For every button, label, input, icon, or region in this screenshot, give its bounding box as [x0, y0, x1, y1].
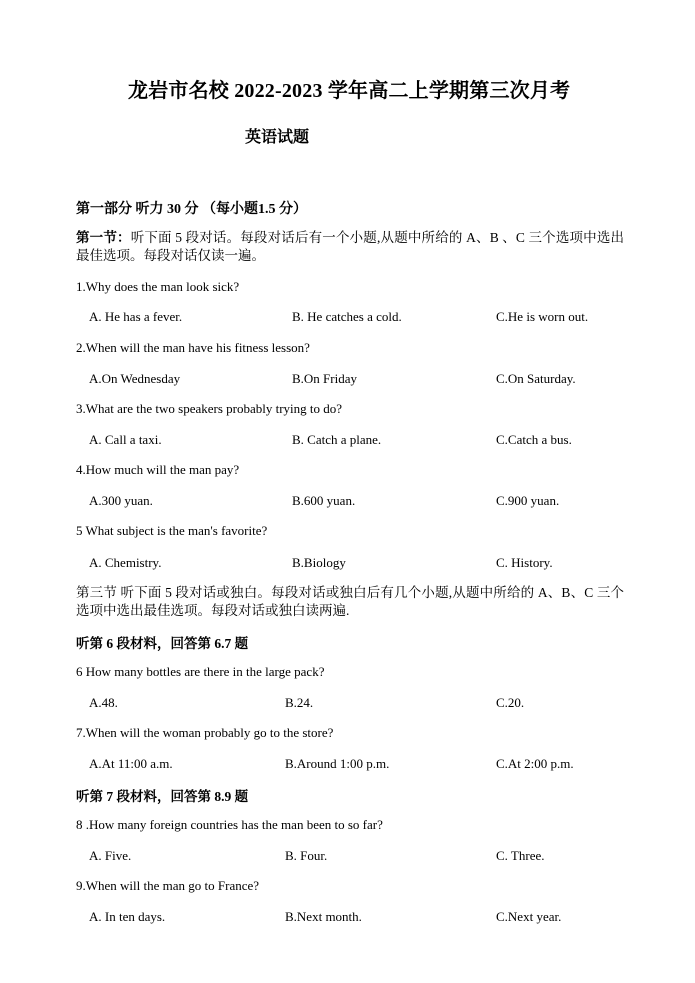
option-5a: A. Chemistry. — [89, 555, 162, 570]
question-4: 4.How much will the man pay? — [76, 462, 240, 477]
option-1c: C.He is worn out. — [496, 309, 589, 324]
question-8: 8 .How many foreign countries has the man been to so far? — [76, 817, 383, 832]
option-5b: B.Biology — [292, 555, 346, 570]
option-5c: C. History. — [496, 555, 553, 570]
option-1b: B. He catches a cold. — [292, 309, 402, 324]
option-3b: B. Catch a plane. — [292, 432, 382, 447]
part-heading: 第一部分 听力 30 分 （每小题1.5 分） — [76, 202, 307, 217]
option-4b: B.600 yuan. — [292, 493, 356, 508]
option-9b: B.Next month. — [285, 909, 362, 924]
option-3c: C.Catch a bus. — [496, 432, 572, 447]
option-2c: C.On Saturday. — [496, 371, 576, 386]
option-4c: C.900 yuan. — [496, 493, 560, 508]
option-8a: A. Five. — [89, 848, 132, 863]
question-7: 7.When will the woman probably go to the store? — [76, 725, 334, 740]
section-3-instructions: 第三节 听下面 5 段对话或独白。每段对话或独白后有几个小题,从题中所给的 A、B、C 三个选项中选出最佳选项。每段对话或独白读两遍. — [76, 585, 624, 618]
question-6: 6 How many bottles are there in the large pack? — [76, 664, 325, 679]
question-2: 2.When will the man have his fitness lesson? — [76, 340, 310, 355]
option-7b: B.Around 1:00 p.m. — [285, 756, 390, 771]
option-8b: B. Four. — [285, 848, 328, 863]
option-6b: B.24. — [285, 695, 314, 710]
option-9a: A. In ten days. — [89, 909, 166, 924]
exam-subtitle: 英语试题 — [245, 129, 310, 146]
group-heading-6: 听第 6 段材料，回答第 6.7 题 — [76, 636, 249, 651]
option-6c: C.20. — [496, 695, 525, 710]
exam-title: 龙岩市名校 2022-2023 学年高二上学期第三次月考 — [128, 80, 571, 102]
question-9: 9.When will the man go to France? — [76, 878, 260, 893]
option-2b: B.On Friday — [292, 371, 357, 386]
section-1-text: 听下面 5 段对话。每段对话后有一个小题,从题中所给的 A、B 、C 三个选项中选出最佳选项。每段对话仅读一遍。 — [76, 230, 625, 263]
question-3: 3.What are the two speakers probably trying to do? — [76, 401, 343, 416]
option-7c: C.At 2:00 p.m. — [496, 756, 574, 771]
question-5: 5 What subject is the man's favorite? — [76, 523, 268, 538]
question-1: 1.Why does the man look sick? — [76, 279, 240, 294]
group-heading-7: 听第 7 段材料，回答第 8.9 题 — [76, 789, 249, 804]
option-7a: A.At 11:00 a.m. — [89, 756, 173, 771]
option-6a: A.48. — [89, 695, 118, 710]
option-8c: C. Three. — [496, 848, 545, 863]
option-9c: C.Next year. — [496, 909, 562, 924]
option-1a: A. He has a fever. — [89, 309, 183, 324]
option-3a: A. Call a taxi. — [89, 432, 162, 447]
section-1-instructions — [76, 229, 624, 265]
section-1-label: 第一节： — [76, 230, 131, 245]
option-4a: A.300 yuan. — [89, 493, 153, 508]
option-2a: A.On Wednesday — [89, 371, 181, 386]
